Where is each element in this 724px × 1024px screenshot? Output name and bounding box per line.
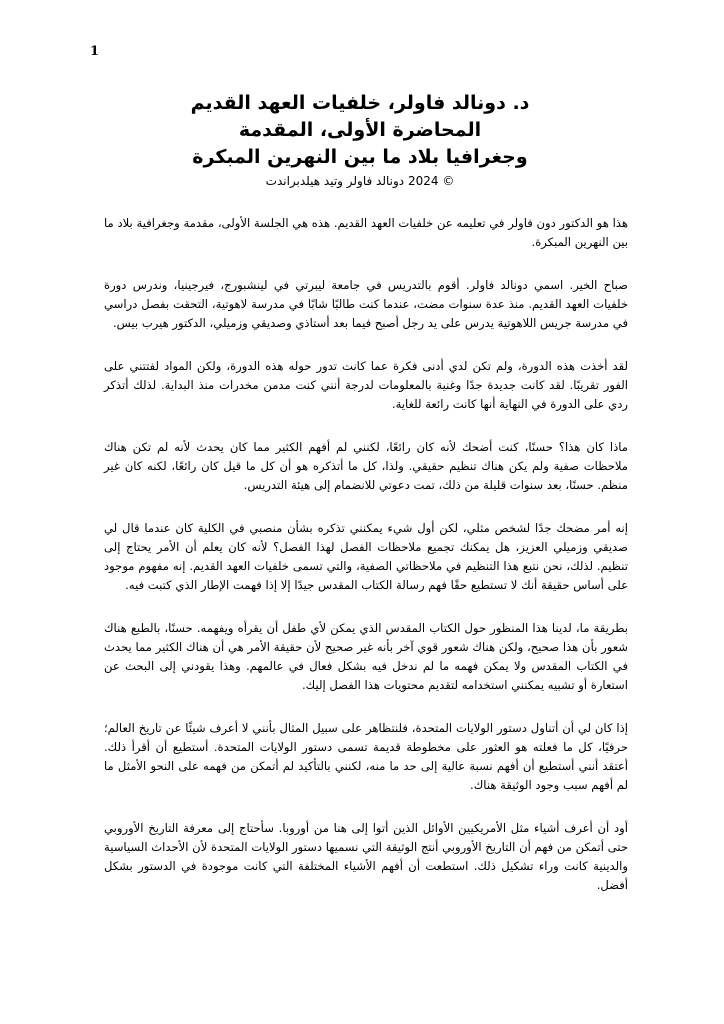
paragraph-intro: هذا هو الدكتور دون فاولر في تعليمه عن خلفيات العهد القديم. هذه هي الجلسة الأولى، مقدمة وجغرافية بلاد ما بين النهرين المبكرة. bbox=[104, 216, 628, 249]
paragraph-organization: إنه أمر مضحك جدًا لشخص مثلي، لكن أول شيء يمكنني تذكره بشأن منصبي في الكلية كان عندما قال لي صديقي وزميلي العزيز، هل يمكنك تجميع ملاحظات الفصل لهذا الفصل؟ لأنه كان يعلم أن الأمر يحتاج إلى تنظيم. لذلك، نحن نتبع هذا التنظيم في ملاحظاتي الصفية، والتي تسمى خلفيات العهد القديم. إنه مفهوم موجود على أساس حقيقة أنك لا تستطيع حقًا فهم رسالة الكتاب المقدس جيدًا إلا إذا فهمت الإطار الذي كتبت فيه. bbox=[104, 521, 628, 592]
page-number: 1 bbox=[90, 44, 100, 59]
document-body bbox=[104, 214, 628, 919]
title-line-2: المحاضرة الأولى، المقدمة bbox=[238, 119, 482, 141]
document-header bbox=[150, 90, 570, 190]
paragraph-greeting: صباح الخير. اسمي دونالد فاولر. أقوم بالتدريس في جامعة ليبرتي في لينشبورج، فيرجينيا، وندرس دورة خلفيات العهد القديم. منذ عدة سنوات مضت، عندما كنت طالبًا شابًا في مدرسة لاهوتية، التحقت بفصل دراسي في مدرسة جريس اللاهوتية يدرس على يد رجل أصبح فيما بعد أستاذي وصديقي وزميلي، الدكتور هيرب بيس. bbox=[104, 278, 628, 330]
title-line-3: وجغرافيا بلاد ما بين النهرين المبكرة bbox=[192, 146, 528, 168]
paragraph-bible-perspective: بطريقة ما، لدينا هذا المنظور حول الكتاب المقدس الذي يمكن لأي طفل أن يقرأه ويفهمه. حسنًا، بالطبع هناك شعور بأن هذا صحيح، ولكن هناك شعور قوي آخر بأنه غير صحيح لأن حقيقة الأمر هي أن هناك الكثير مما يحدث في الكتاب المقدس ولا يمكن فهمه ما لم ندخل فيه بشكل فعال في عالمهم. وهذا يقودني إلى البحث عن استعارة أو تشبيه يمكنني استخدامه لتقديم محتويات هذا الفصل إليك. bbox=[104, 621, 628, 692]
paragraph-constitution-analogy: إذا كان لي أن أتناول دستور الولايات المتحدة، فلنتظاهر على سبيل المثال بأنني لا أعرف شيئًا عن تاريخ العالم؛ حرفيًا، كل ما فعلته هو العثور على مخطوطة قديمة تسمى دستور الولايات المتحدة. أستطيع أن أقرأ ذلك. أعتقد أنني أستطيع أن أفهم نسبة عالية إلى حد ما منه، لكنني بالتأكيد لم أتمكن من فهمه على النحو الأمثل ما لم أفهم سبب وجود الوثيقة هناك. bbox=[104, 721, 628, 792]
paragraph-european-history: أود أن أعرف أشياء مثل الأمريكيين الأوائل الذين أتوا إلى هنا من أوروبا. سأحتاج إلى معرفة التاريخ الأوروبي حتى أتمكن من فهم أن التاريخ الأوروبي أنتج الوثيقة التي نسميها دستور الولايات المتحدة لأن الأحداث السياسية والدينية كانت وراء تشكيل ذلك. استطعت أن أفهم الأشياء المختلفة التي كانت موجودة في الدستور بشكل أفضل. bbox=[104, 821, 628, 892]
paragraph-course-experience: لقد أخذت هذه الدورة، ولم تكن لدي أدنى فكرة عما كانت تدور حوله هذه الدورة، ولكن المواد لفتتني على الفور تقريبًا. لقد كانت جديدة جدًا وغنية بالمعلومات لدرجة أنني كنت مدمن مخدرات منذ البداية. لذلك أتذكر ردي على الدورة في النهاية أنها كانت رائعة للغاية. bbox=[104, 359, 628, 411]
copyright-line: © 2024 دونالد فاولر وتيد هيلدبراندت bbox=[265, 174, 455, 188]
paragraph-class-notes: ماذا كان هذا؟ حسنًا، كنت أضحك لأنه كان رائعًا، لكنني لم أفهم الكثير مما كان يحدث لأنه لم تكن هناك ملاحظات صفية ولم يكن هناك تنظيم حقيقي. ولذا، كل ما أتذكره هو أن كل ما قيل كان رائعًا، لكنه كان غير منظم. حسنًا، بعد سنوات قليلة من ذلك، تمت دعوتي للانضمام إلى هيئة التدريس. bbox=[104, 440, 628, 492]
title-line-1: د. دونالد فاولر، خلفيات العهد القديم bbox=[190, 92, 530, 114]
